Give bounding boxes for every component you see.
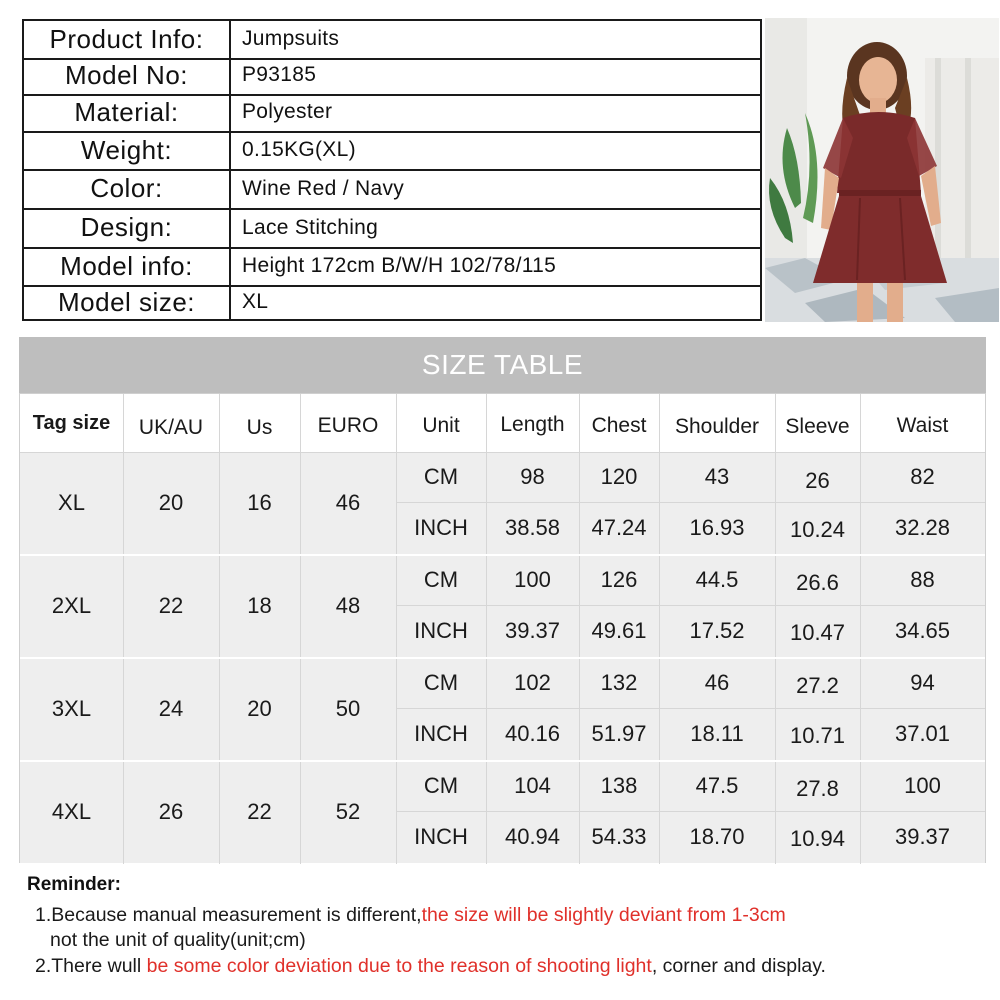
sleeve-inch: 10.94 (789, 826, 846, 851)
chest-cm: 120 (600, 464, 638, 489)
info-row-model-no (24, 57, 760, 96)
info-value: Height 172cm B/W/H 102/78/115 (242, 254, 557, 277)
reminder-section (27, 874, 987, 896)
size-euro: 52 (335, 798, 361, 824)
unit-inch: INCH (414, 721, 468, 746)
unit-cm: CM (423, 772, 459, 798)
length-cm: 104 (514, 772, 551, 798)
info-row-model-size (24, 285, 760, 319)
waist-cm: 100 (904, 772, 941, 798)
product-info-table (22, 19, 762, 321)
model-photo (765, 18, 999, 322)
chest-inch: 47.24 (591, 515, 647, 540)
size-euro: 50 (335, 695, 361, 721)
waist-inch: 37.01 (894, 721, 951, 746)
size-us: 16 (247, 490, 272, 515)
size-euro: 48 (335, 592, 361, 618)
reminder-line-2 (35, 955, 826, 978)
model-photo-illustration (765, 18, 999, 322)
size-tag: XL (58, 490, 85, 515)
shoulder-inch: 18.70 (689, 824, 745, 849)
length-inch: 38.58 (504, 515, 561, 540)
waist-inch: 34.65 (894, 618, 951, 643)
length-inch: 40.16 (504, 721, 561, 746)
size-uk: 20 (158, 490, 184, 515)
info-label: Model size: (24, 285, 231, 319)
info-row-product (24, 21, 760, 60)
info-label: Color: (24, 169, 231, 208)
reminder-text: 1.Because manual measurement is different, (35, 904, 422, 926)
chest-cm: 138 (600, 772, 638, 798)
info-value: Jumpsuits (242, 27, 340, 51)
header-waist: Waist (896, 414, 949, 437)
length-inch: 39.37 (504, 618, 561, 643)
sleeve-cm: 26.6 (796, 569, 839, 595)
info-value: 0.15KG(XL) (242, 138, 356, 161)
info-row-design (24, 208, 760, 249)
reminder-text: , corner and display. (651, 955, 826, 977)
unit-cm: CM (423, 566, 459, 592)
size-table-title: SIZE TABLE (19, 337, 986, 393)
shoulder-inch: 16.93 (689, 515, 745, 540)
header-shoulder: Shoulder (674, 415, 760, 438)
waist-cm: 82 (910, 464, 935, 489)
header-uk-au: UK/AU (138, 416, 204, 439)
chest-cm: 126 (600, 566, 638, 592)
header-sleeve: Sleeve (785, 415, 850, 438)
reminder-highlight: the size will be slightly deviant from 1-3cm (421, 904, 786, 926)
size-us: 18 (247, 592, 272, 618)
header-us: Us (246, 416, 273, 439)
shoulder-inch: 18.11 (690, 721, 744, 746)
sleeve-inch: 10.47 (789, 620, 846, 645)
unit-inch: INCH (414, 824, 468, 849)
header-chest: Chest (591, 414, 647, 437)
size-euro: 46 (335, 490, 361, 515)
info-value: Polyester (242, 100, 333, 123)
header-length: Length (500, 413, 565, 436)
info-row-color (24, 169, 760, 210)
chest-inch: 54.33 (591, 824, 647, 849)
shoulder-cm: 44.5 (695, 566, 739, 592)
waist-cm: 94 (910, 669, 935, 695)
info-value: Lace Stitching (242, 215, 379, 239)
size-us: 22 (247, 798, 272, 824)
sleeve-cm: 27.2 (796, 672, 839, 698)
header-unit: Unit (422, 414, 460, 437)
info-row-model-info (24, 247, 760, 287)
unit-inch: INCH (414, 515, 468, 540)
reminder-highlight: be some color deviation due to the reason of shooting light (146, 955, 652, 977)
info-value: XL (242, 290, 269, 313)
reminder-title: Reminder: (27, 874, 121, 895)
info-label: Product Info: (24, 21, 231, 58)
chest-inch: 49.61 (591, 618, 647, 643)
length-inch: 40.94 (504, 824, 561, 849)
waist-cm: 88 (910, 566, 935, 592)
shoulder-inch: 17.52 (689, 618, 745, 643)
size-us: 20 (247, 695, 272, 721)
info-value: Wine Red / Navy (242, 176, 405, 200)
info-label: Design: (24, 208, 231, 247)
unit-inch: INCH (414, 618, 468, 643)
size-tag: 2XL (51, 592, 92, 618)
unit-cm: CM (423, 464, 459, 489)
shoulder-cm: 46 (704, 669, 730, 695)
header-tag-size: Tag size (32, 411, 111, 434)
size-uk: 26 (158, 798, 184, 824)
info-row-weight (24, 131, 760, 171)
unit-cm: CM (423, 669, 459, 695)
length-cm: 98 (520, 464, 545, 489)
size-uk: 22 (158, 592, 184, 618)
length-cm: 102 (514, 669, 551, 695)
length-cm: 100 (514, 566, 551, 592)
reminder-text: 2.There wull (35, 955, 147, 977)
waist-inch: 32.28 (894, 515, 951, 540)
size-tag: 3XL (51, 695, 92, 721)
info-label: Weight: (24, 131, 231, 169)
sleeve-inch: 10.24 (789, 517, 846, 542)
reminder-line-1b: not the unit of quality(unit;cm) (50, 929, 306, 951)
sleeve-inch: 10.71 (789, 723, 846, 748)
sleeve-cm: 27.8 (796, 775, 839, 801)
info-label: Material: (24, 93, 231, 131)
shoulder-cm: 43 (704, 464, 730, 489)
shoulder-cm: 47.5 (695, 772, 739, 798)
info-row-material (24, 93, 760, 133)
size-uk: 24 (158, 695, 184, 721)
size-tag: 4XL (51, 798, 92, 824)
reminder-line-1 (35, 904, 786, 927)
info-label: Model info: (24, 247, 231, 285)
info-label: Model No: (24, 57, 231, 94)
info-value: P93185 (242, 63, 317, 87)
header-euro: EURO (317, 414, 379, 437)
size-table (19, 393, 986, 863)
sleeve-cm: 26 (805, 468, 830, 493)
waist-inch: 39.37 (894, 824, 951, 849)
chest-cm: 132 (600, 669, 638, 695)
chest-inch: 51.97 (591, 721, 647, 746)
